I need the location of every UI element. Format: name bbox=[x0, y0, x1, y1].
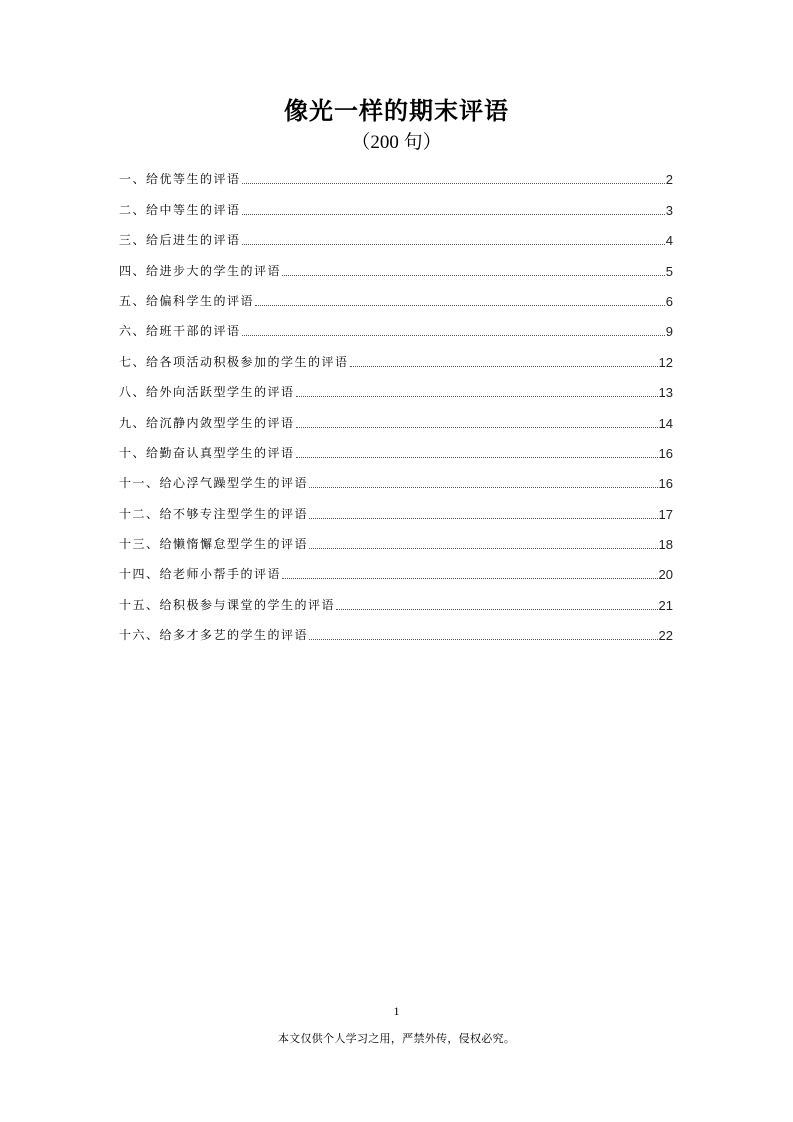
toc-entry[interactable] bbox=[119, 188, 673, 218]
toc-leader-dots bbox=[309, 548, 658, 549]
toc-entry[interactable] bbox=[119, 219, 673, 249]
toc-entry-label[interactable]: 四、给进步大的学生的评语 bbox=[119, 263, 282, 278]
toc-leader-dots bbox=[242, 335, 665, 336]
table-of-contents bbox=[119, 158, 673, 644]
toc-entry-label[interactable]: 三、给后进生的评语 bbox=[119, 233, 241, 248]
toc-entry-page[interactable]: 16 bbox=[658, 476, 673, 492]
toc-leader-dots bbox=[336, 609, 658, 610]
toc-entry-page[interactable]: 20 bbox=[658, 567, 673, 583]
document-subtitle: （200 句） bbox=[351, 132, 442, 153]
document-title: 像光一样的期末评语 bbox=[284, 97, 509, 125]
toc-entry[interactable] bbox=[119, 553, 673, 583]
toc-entry-label[interactable]: 十三、给懒惰懈怠型学生的评语 bbox=[119, 537, 309, 552]
toc-entry-page[interactable]: 22 bbox=[658, 628, 673, 644]
toc-entry-page[interactable]: 2 bbox=[665, 172, 673, 188]
toc-entry-label[interactable]: 十二、给不够专注型学生的评语 bbox=[119, 506, 309, 521]
toc-leader-dots bbox=[350, 366, 658, 367]
page-number: 1 bbox=[393, 1004, 400, 1018]
toc-leader-dots bbox=[309, 518, 658, 519]
toc-leader-dots bbox=[255, 305, 665, 306]
toc-entry[interactable] bbox=[119, 371, 673, 401]
toc-entry-label[interactable]: 一、给优等生的评语 bbox=[119, 172, 241, 187]
toc-entry-page[interactable]: 5 bbox=[665, 263, 673, 279]
toc-leader-dots bbox=[296, 427, 658, 428]
toc-leader-dots bbox=[309, 487, 658, 488]
footer-note: 本文仅供个人学习之用，严禁外传，侵权必究。 bbox=[277, 1032, 516, 1045]
toc-leader-dots bbox=[242, 214, 665, 215]
toc-entry-page[interactable]: 18 bbox=[658, 537, 673, 553]
toc-entry[interactable] bbox=[119, 462, 673, 492]
toc-entry-label[interactable]: 六、给班干部的评语 bbox=[119, 324, 241, 339]
toc-entry-label[interactable]: 八、给外向活跃型学生的评语 bbox=[119, 385, 295, 400]
toc-entry-page[interactable]: 16 bbox=[658, 445, 673, 461]
toc-entry[interactable] bbox=[119, 614, 673, 644]
toc-entry-label[interactable]: 十五、给积极参与课堂的学生的评语 bbox=[119, 597, 336, 612]
toc-leader-dots bbox=[282, 578, 658, 579]
toc-entry-page[interactable]: 21 bbox=[658, 597, 673, 613]
toc-leader-dots bbox=[242, 183, 665, 184]
toc-leader-dots bbox=[309, 639, 658, 640]
toc-entry[interactable] bbox=[119, 158, 673, 188]
toc-entry[interactable] bbox=[119, 310, 673, 340]
toc-entry[interactable] bbox=[119, 249, 673, 279]
toc-entry-label[interactable]: 五、给偏科学生的评语 bbox=[119, 293, 255, 308]
toc-entry[interactable] bbox=[119, 432, 673, 462]
toc-entry-label[interactable]: 十四、给老师小帮手的评语 bbox=[119, 567, 282, 582]
toc-entry-label[interactable]: 九、给沉静内敛型学生的评语 bbox=[119, 415, 295, 430]
toc-entry-page[interactable]: 14 bbox=[658, 415, 673, 431]
toc-entry-page[interactable]: 13 bbox=[658, 385, 673, 401]
toc-entry-label[interactable]: 十、给勤奋认真型学生的评语 bbox=[119, 445, 295, 460]
toc-entry-label[interactable]: 十一、给心浮气躁型学生的评语 bbox=[119, 476, 309, 491]
toc-leader-dots bbox=[282, 275, 665, 276]
toc-entry[interactable] bbox=[119, 401, 673, 431]
toc-entry[interactable] bbox=[119, 280, 673, 310]
toc-entry[interactable] bbox=[119, 583, 673, 613]
toc-entry[interactable] bbox=[119, 340, 673, 370]
toc-entry-page[interactable]: 3 bbox=[665, 202, 673, 218]
toc-entry-label[interactable]: 七、给各项活动积极参加的学生的评语 bbox=[119, 354, 349, 369]
toc-entry-page[interactable]: 4 bbox=[665, 233, 673, 249]
toc-entry-page[interactable]: 17 bbox=[658, 506, 673, 522]
toc-entry[interactable] bbox=[119, 523, 673, 553]
toc-entry-label[interactable]: 二、给中等生的评语 bbox=[119, 202, 241, 217]
toc-entry-page[interactable]: 12 bbox=[658, 354, 673, 370]
toc-entry-page[interactable]: 6 bbox=[665, 293, 673, 309]
toc-leader-dots bbox=[242, 244, 665, 245]
toc-entry[interactable] bbox=[119, 492, 673, 522]
toc-entry-page[interactable]: 9 bbox=[665, 324, 673, 340]
toc-entry-label[interactable]: 十六、给多才多艺的学生的评语 bbox=[119, 628, 309, 643]
toc-leader-dots bbox=[296, 396, 658, 397]
toc-leader-dots bbox=[296, 457, 658, 458]
